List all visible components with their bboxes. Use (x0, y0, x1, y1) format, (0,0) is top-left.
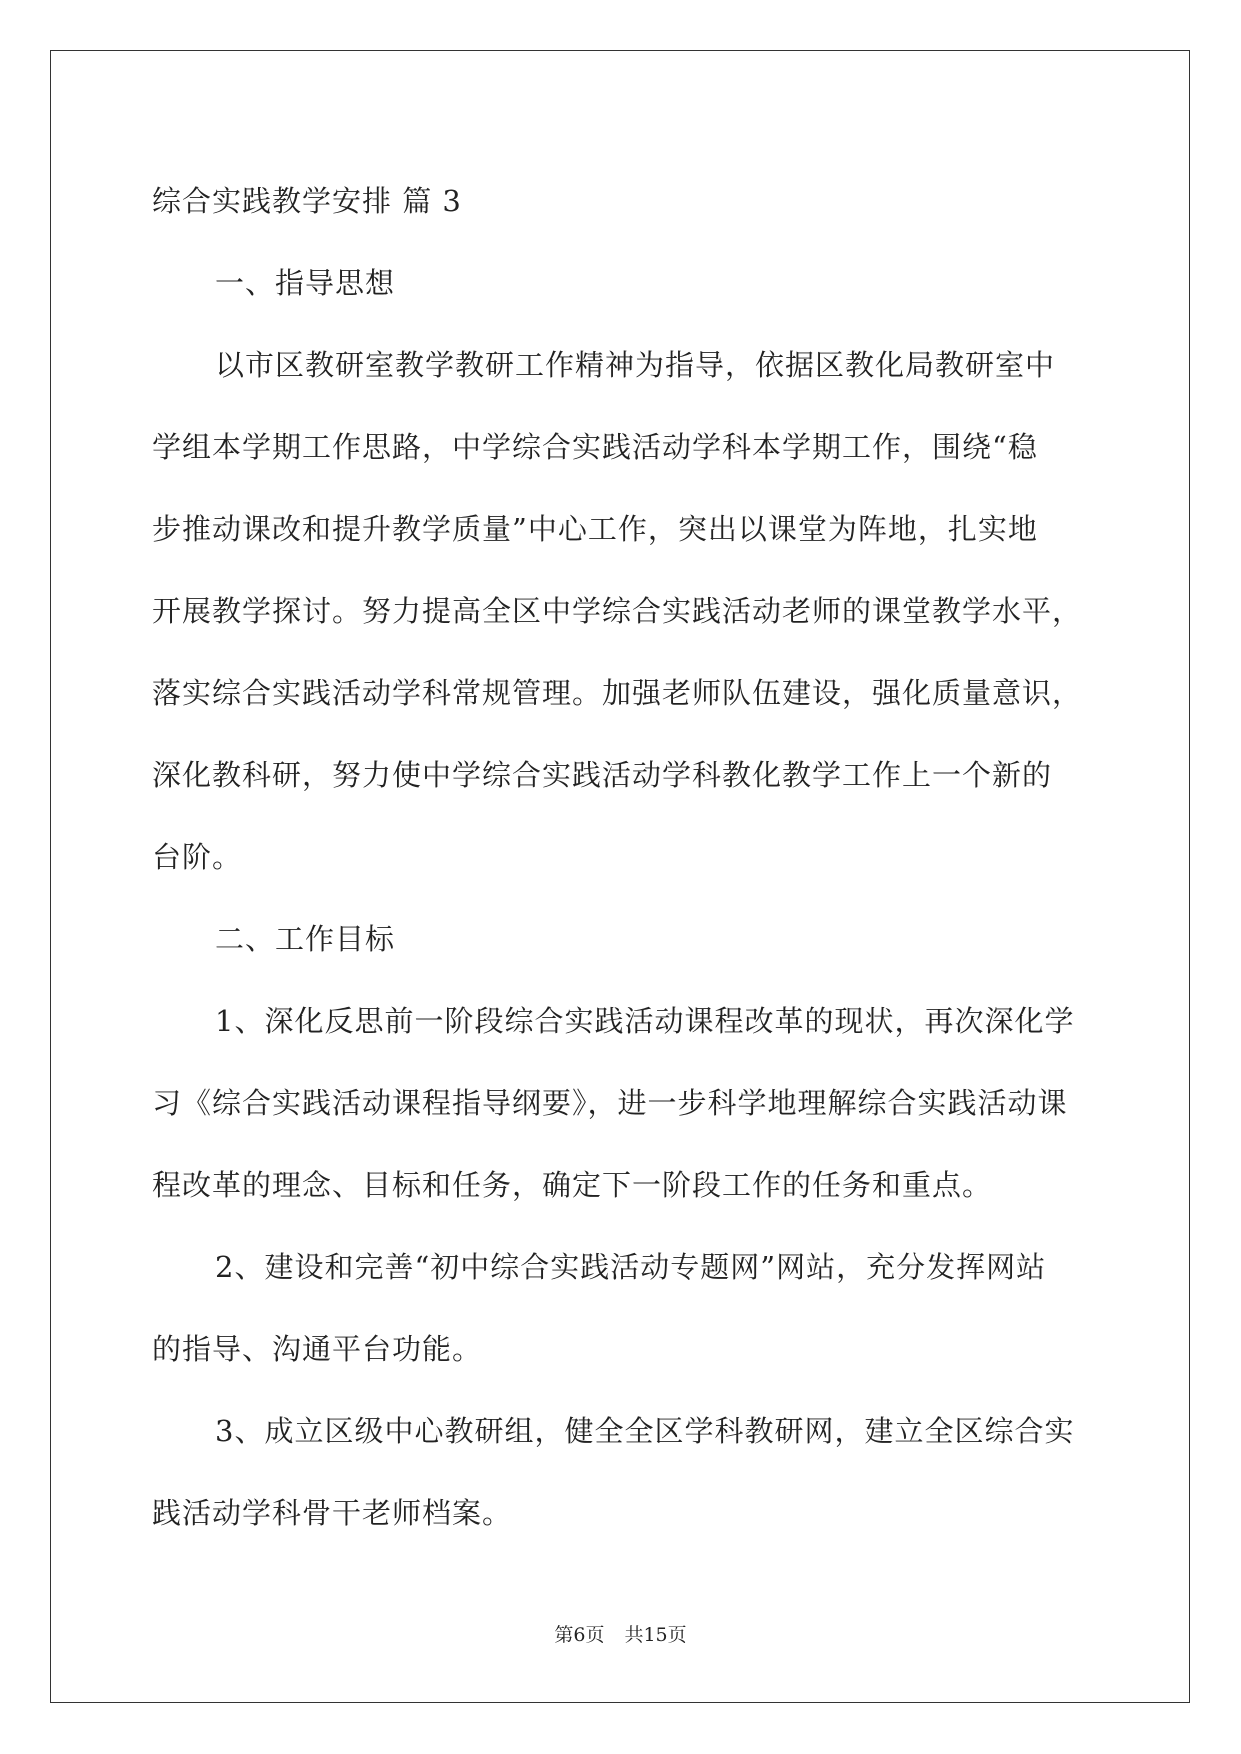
paragraph-line: 步推动课改和提升教学质量”中心工作，突出以课堂为阵地，扎实地 (152, 512, 1038, 546)
paragraph-line: 学组本学期工作思路，中学综合实践活动学科本学期工作，围绕“稳 (152, 430, 1038, 464)
page-footer (0, 1620, 1241, 1647)
paragraph-line: 的指导、沟通平台功能。 (152, 1332, 483, 1366)
page-number: 第6页 (554, 1624, 605, 1646)
paragraph-line: 习《综合实践活动课程指导纲要》，进一步科学地理解综合实践活动课 (152, 1086, 1068, 1120)
section-heading: 一、指导思想 (215, 266, 396, 300)
paragraph-line: 2、建设和完善“初中综合实践活动专题网”网站，充分发挥网站 (215, 1250, 1047, 1284)
document-body (152, 160, 1092, 1554)
paragraph-line: 深化教科研，努力使中学综合实践活动学科教化教学工作上一个新的 (152, 758, 1053, 792)
paragraph-line: 以市区教研室教学教研工作精神为指导，依据区教化局教研室中 (215, 348, 1056, 382)
paragraph-line: 3、成立区级中心教研组，健全全区学科教研网，建立全区综合实 (215, 1414, 1075, 1448)
page-total: 共15页 (624, 1624, 687, 1646)
paragraph-line: 1、深化反思前一阶段综合实践活动课程改革的现状，再次深化学 (215, 1004, 1075, 1038)
paragraph-line: 开展教学探讨。努力提高全区中学综合实践活动老师的课堂教学水平， (152, 594, 1083, 628)
paragraph-line: 落实综合实践活动学科常规管理。加强老师队伍建设，强化质量意识， (152, 676, 1083, 710)
paragraph-line: 台阶。 (152, 840, 243, 874)
paragraph-line: 践活动学科骨干老师档案。 (152, 1496, 513, 1530)
section-heading: 二、工作目标 (215, 922, 396, 956)
document-title: 综合实践教学安排 篇 3 (152, 184, 462, 218)
paragraph-line: 程改革的理念、目标和任务，确定下一阶段工作的任务和重点。 (152, 1168, 993, 1202)
